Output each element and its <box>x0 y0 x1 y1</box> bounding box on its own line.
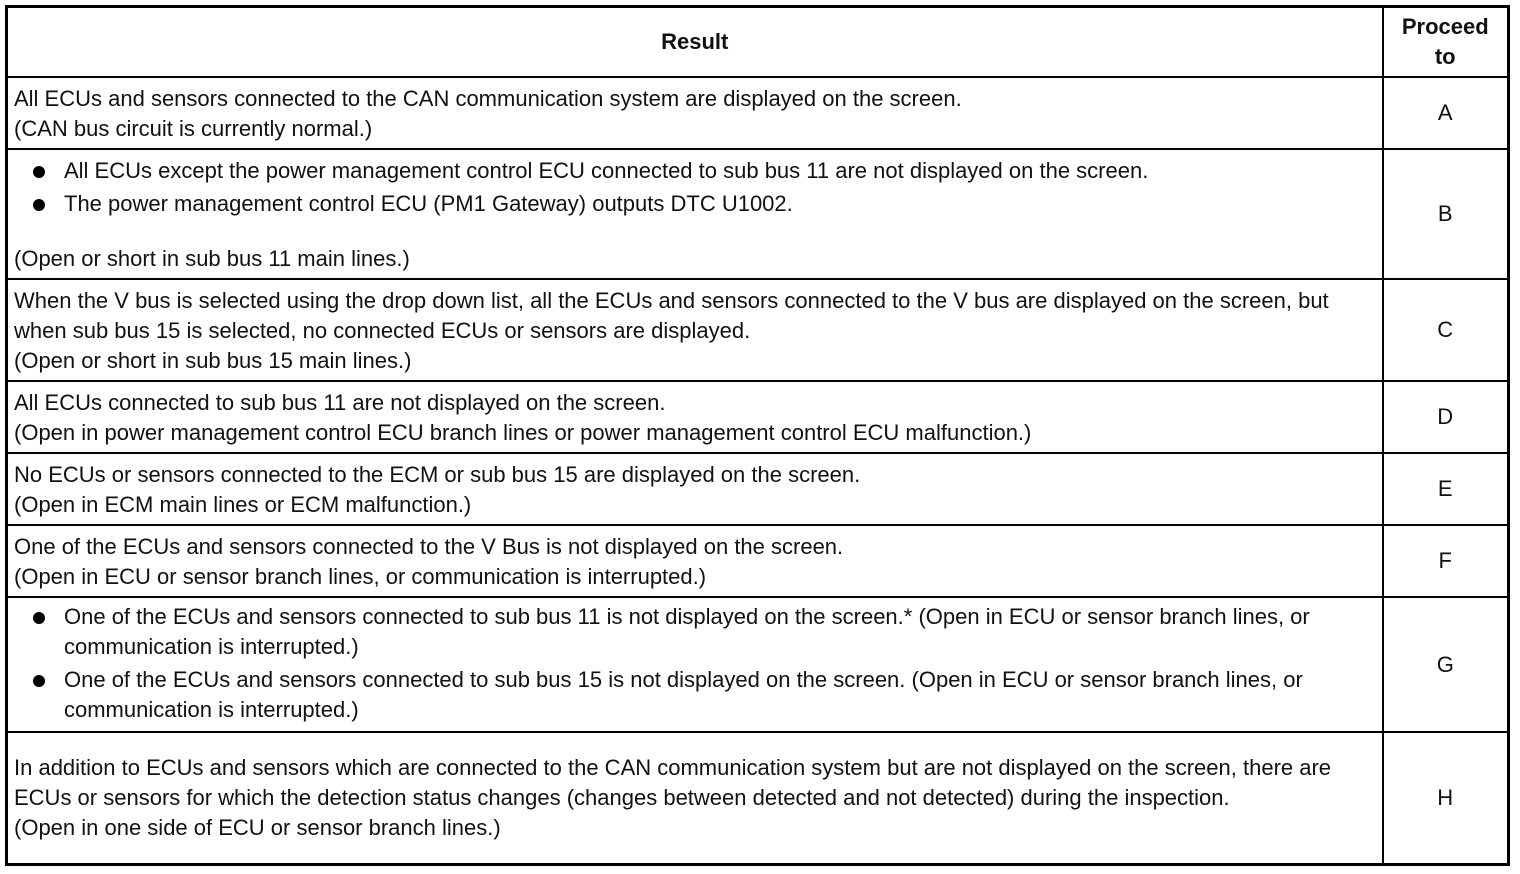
bullet-text: The power management control ECU (PM1 Gateway) outputs DTC U1002. <box>64 190 793 216</box>
result-table <box>5 5 1510 866</box>
proceed-cell: B <box>1383 149 1509 279</box>
proceed-cell: A <box>1383 77 1509 149</box>
header-row <box>7 7 1509 78</box>
proceed-header-line2: to <box>1434 44 1456 69</box>
result-note: (Open in ECM main lines or ECM malfunction.) <box>14 491 472 517</box>
list-item <box>14 602 1376 662</box>
result-cell <box>7 381 1383 453</box>
result-text: All ECUs and sensors connected to the CAN communication system are displayed on the screen. <box>14 85 962 111</box>
result-note: (CAN bus circuit is currently normal.) <box>14 115 373 141</box>
bullet-icon <box>33 612 45 624</box>
table-row <box>7 77 1509 149</box>
bullet-icon <box>33 166 45 178</box>
proceed-cell: H <box>1383 732 1509 864</box>
proceed-cell: E <box>1383 453 1509 525</box>
table-row <box>7 525 1509 597</box>
proceed-header-line1: Proceed <box>1401 14 1489 39</box>
result-text: All ECUs connected to sub bus 11 are not displayed on the screen. <box>14 389 666 415</box>
result-text: No ECUs or sensors connected to the ECM or sub bus 15 are displayed on the screen. <box>14 461 861 487</box>
table-row <box>7 381 1509 453</box>
bullet-text: All ECUs except the power management control ECU connected to sub bus 11 are not displayed on the screen. <box>64 157 1149 183</box>
result-cell <box>7 732 1383 864</box>
result-text: One of the ECUs and sensors connected to the V Bus is not displayed on the screen. <box>14 533 844 559</box>
proceed-cell: F <box>1383 525 1509 597</box>
proceed-cell: C <box>1383 279 1509 381</box>
result-text: When the V bus is selected using the drop down list, all the ECUs and sensors connected to the V bus are displayed on the screen, but when sub bus 15 is selected, no connected ECUs or sensors are displayed. <box>14 287 1329 343</box>
result-cell <box>7 597 1383 732</box>
bullet-icon <box>33 199 45 211</box>
result-text: In addition to ECUs and sensors which are connected to the CAN communication system but are not displayed on the screen, there are ECUs or sensors for which the detection status changes (changes between detected and not detected) during the inspection. <box>14 755 1332 811</box>
table-row <box>7 597 1509 732</box>
list-item <box>14 189 1376 219</box>
proceed-cell: G <box>1383 597 1509 732</box>
proceed-column-header <box>1383 7 1509 78</box>
table-row <box>7 279 1509 381</box>
result-cell <box>7 279 1383 381</box>
result-cell <box>7 525 1383 597</box>
bullet-list <box>14 602 1376 725</box>
result-note: (Open or short in sub bus 15 main lines.) <box>14 347 412 373</box>
bullet-text: One of the ECUs and sensors connected to sub bus 11 is not displayed on the screen.* (Open in ECU or sensor branch lines, or communication is interrupted.) <box>64 604 1310 659</box>
result-column-header: Result <box>7 7 1383 78</box>
proceed-cell: D <box>1383 381 1509 453</box>
result-note: (Open in one side of ECU or sensor branch lines.) <box>14 815 501 841</box>
list-item <box>14 665 1376 725</box>
table-row <box>7 149 1509 279</box>
result-cell <box>7 77 1383 149</box>
bullet-text: One of the ECUs and sensors connected to sub bus 15 is not displayed on the screen. (Open in ECU or sensor branch lines, or communication is interrupted.) <box>64 667 1303 722</box>
table-row <box>7 453 1509 525</box>
bullet-icon <box>33 675 45 687</box>
result-note: (Open in ECU or sensor branch lines, or communication is interrupted.) <box>14 563 707 589</box>
result-note: (Open in power management control ECU branch lines or power management control ECU malfunction.) <box>14 419 1032 445</box>
bullet-list <box>14 156 1376 219</box>
result-note: (Open or short in sub bus 11 main lines.) <box>14 245 410 271</box>
list-item <box>14 156 1376 186</box>
table-row <box>7 732 1509 864</box>
result-cell <box>7 149 1383 279</box>
result-cell <box>7 453 1383 525</box>
